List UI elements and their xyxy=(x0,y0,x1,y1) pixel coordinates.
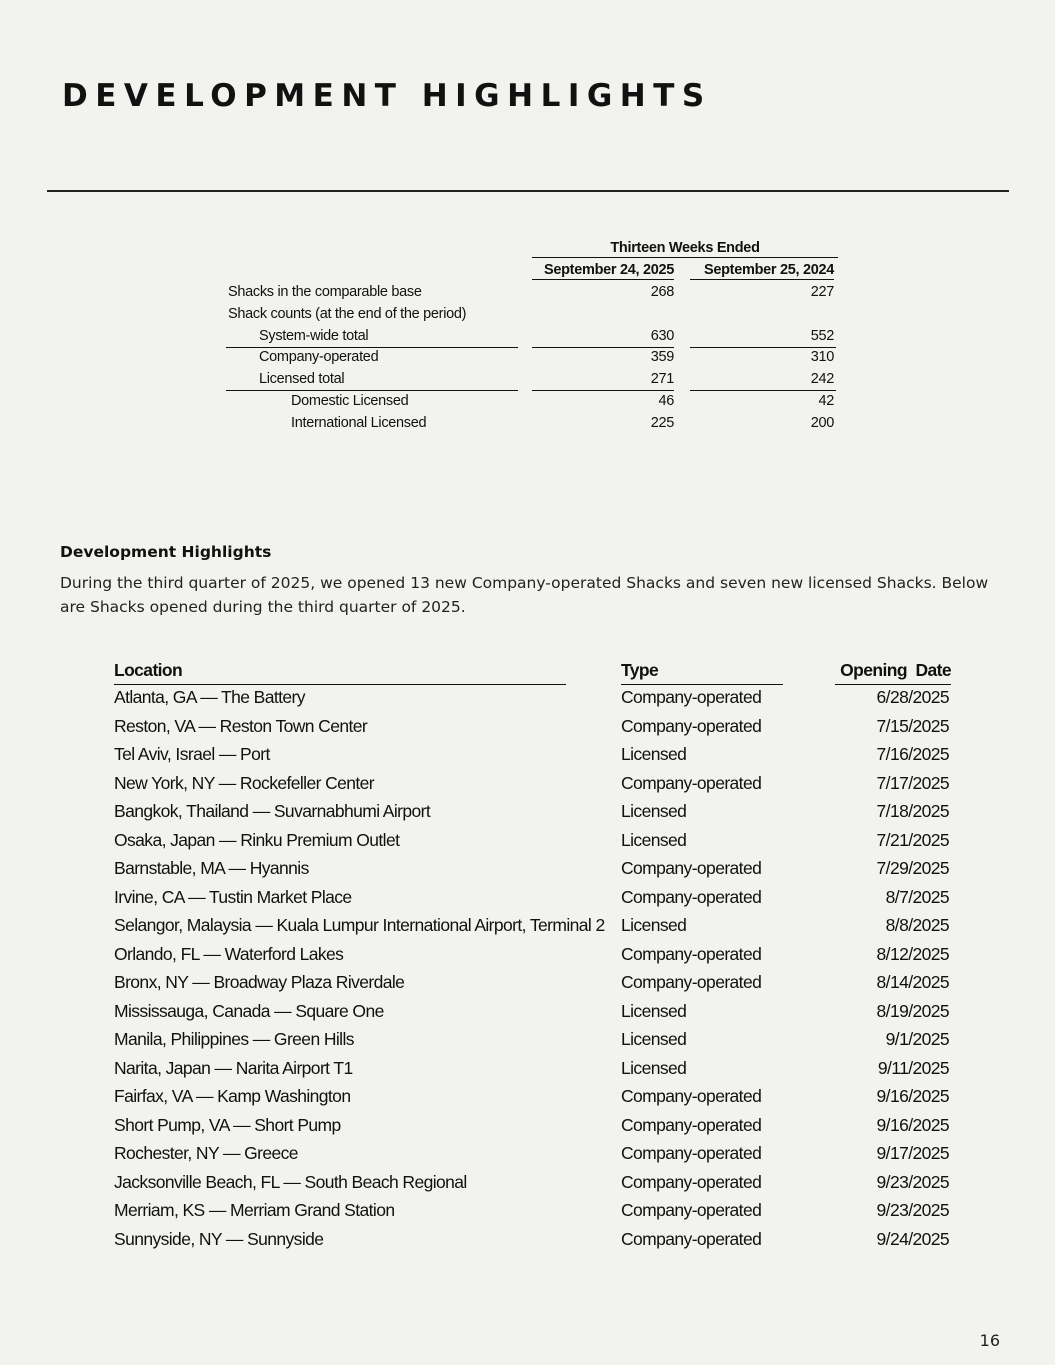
date-cell: 9/17/2025 xyxy=(876,1143,949,1163)
date-cell: 7/16/2025 xyxy=(876,744,949,764)
table-row xyxy=(113,687,953,715)
location-cell: Rochester, NY — Greece xyxy=(114,1143,298,1163)
location-cell: Barnstable, MA — Hyannis xyxy=(114,858,309,878)
column-header-2025: September 24, 2025 xyxy=(532,262,674,280)
location-cell: Selangor, Malaysia — Kuala Lumpur International Airport, Terminal 2 xyxy=(114,915,605,935)
section-heading: Development Highlights xyxy=(60,543,272,561)
stats-row: Company-operated 359 310 xyxy=(259,349,834,365)
type-cell: Company-operated xyxy=(621,1200,762,1220)
table-row xyxy=(113,773,953,801)
table-row xyxy=(113,1086,953,1114)
location-cell: Fairfax, VA — Kamp Washington xyxy=(114,1086,351,1106)
row-rule xyxy=(226,347,518,348)
intro-paragraph: During the third quarter of 2025, we opened 13 new Company-operated Shacks and seven new licensed Shacks. Below are Shacks opened during the third quarter of 2025. xyxy=(60,574,989,616)
type-cell: Company-operated xyxy=(621,772,762,793)
header-opening-date: Opening Date xyxy=(835,660,951,685)
date-cell: 7/15/2025 xyxy=(876,715,949,736)
location-cell: Reston, VA — Reston Town Center xyxy=(114,715,368,736)
stats-row: Shack counts (at the end of the period) xyxy=(228,306,467,322)
type-cell: Company-operated xyxy=(621,858,762,878)
type-cell: Company-operated xyxy=(621,972,762,992)
table-row xyxy=(113,716,953,744)
row-rule xyxy=(690,347,836,348)
location-cell: Jacksonville Beach, FL — South Beach Regional xyxy=(114,1171,467,1192)
location-cell: New York, NY — Rockefeller Center xyxy=(114,772,374,793)
date-cell: 8/19/2025 xyxy=(876,1000,949,1021)
location-cell: Atlanta, GA — The Battery xyxy=(114,687,305,707)
stats-row: Licensed total 271 242 xyxy=(259,371,834,387)
type-cell: Licensed xyxy=(621,1000,687,1021)
date-cell: 7/29/2025 xyxy=(876,858,949,878)
page-number: 16 xyxy=(979,1331,1000,1350)
date-cell: 7/17/2025 xyxy=(876,772,949,793)
stats-row: Shacks in the comparable base 268 227 xyxy=(228,284,834,300)
date-cell: 9/16/2025 xyxy=(876,1086,949,1106)
location-cell: Mississauga, Canada — Square One xyxy=(114,1000,384,1021)
type-cell: Licensed xyxy=(621,801,687,821)
table-row xyxy=(113,801,953,829)
type-cell: Licensed xyxy=(621,829,687,850)
type-cell: Company-operated xyxy=(621,1143,762,1163)
location-cell: Osaka, Japan — Rinku Premium Outlet xyxy=(114,829,400,850)
type-cell: Licensed xyxy=(621,744,687,764)
date-cell: 9/1/2025 xyxy=(885,1029,949,1049)
date-cell: 7/21/2025 xyxy=(876,829,949,850)
table-row xyxy=(113,1229,953,1257)
location-cell: Orlando, FL — Waterford Lakes xyxy=(114,943,344,964)
period-group-header: Thirteen Weeks Ended xyxy=(532,240,836,258)
row-rule xyxy=(532,347,674,348)
table-row xyxy=(113,887,953,915)
location-cell: Merriam, KS — Merriam Grand Station xyxy=(114,1200,395,1220)
row-rule xyxy=(532,390,674,391)
title-divider xyxy=(47,190,1009,192)
date-cell: 8/12/2025 xyxy=(876,943,949,964)
location-cell: Narita, Japan — Narita Airport T1 xyxy=(114,1057,353,1078)
location-cell: Irvine, CA — Tustin Market Place xyxy=(114,886,352,907)
date-cell: 9/24/2025 xyxy=(876,1228,949,1249)
type-cell: Licensed xyxy=(621,1057,687,1078)
date-cell: 9/11/2025 xyxy=(877,1057,949,1078)
location-cell: Short Pump, VA — Short Pump xyxy=(114,1114,341,1135)
type-cell: Company-operated xyxy=(621,715,762,736)
type-cell: Company-operated xyxy=(621,687,762,707)
date-cell: 8/7/2025 xyxy=(885,886,949,907)
date-cell: 9/23/2025 xyxy=(876,1200,949,1220)
location-cell: Tel Aviv, Israel — Port xyxy=(114,744,270,764)
date-cell: 8/14/2025 xyxy=(876,972,949,992)
column-header-2024: September 25, 2024 xyxy=(690,262,834,280)
row-rule xyxy=(226,390,518,391)
stats-row: International Licensed 225 200 xyxy=(291,415,834,431)
date-cell: 9/23/2025 xyxy=(876,1171,949,1192)
table-row xyxy=(113,858,953,886)
table-row xyxy=(113,1172,953,1200)
table-row xyxy=(113,830,953,858)
table-row xyxy=(113,915,953,943)
table-row xyxy=(113,1001,953,1029)
table-row xyxy=(113,972,953,1000)
page-title: DEVELOPMENT HIGHLIGHTS xyxy=(62,78,712,114)
table-row xyxy=(113,1058,953,1086)
table-row xyxy=(113,1029,953,1057)
date-cell: 7/18/2025 xyxy=(876,801,949,821)
table-row xyxy=(113,744,953,772)
type-cell: Company-operated xyxy=(621,1171,762,1192)
table-row xyxy=(113,944,953,972)
type-cell: Company-operated xyxy=(621,886,762,907)
table-row xyxy=(113,1200,953,1228)
date-cell: 9/16/2025 xyxy=(876,1114,949,1135)
date-cell: 6/28/2025 xyxy=(876,687,949,707)
type-cell: Company-operated xyxy=(621,943,762,964)
table-row xyxy=(113,1143,953,1171)
location-cell: Sunnyside, NY — Sunnyside xyxy=(114,1228,324,1249)
type-cell: Licensed xyxy=(621,915,687,935)
location-cell: Manila, Philippines — Green Hills xyxy=(114,1029,354,1049)
date-cell: 8/8/2025 xyxy=(885,915,949,935)
type-cell: Licensed xyxy=(621,1029,687,1049)
table-row xyxy=(113,1115,953,1143)
type-cell: Company-operated xyxy=(621,1086,762,1106)
location-cell: Bronx, NY — Broadway Plaza Riverdale xyxy=(114,972,405,992)
type-cell: Company-operated xyxy=(621,1228,762,1249)
header-type: Type xyxy=(621,660,783,685)
row-rule xyxy=(690,390,836,391)
header-location: Location xyxy=(114,660,566,685)
type-cell: Company-operated xyxy=(621,1114,762,1135)
location-cell: Bangkok, Thailand — Suvarnabhumi Airport xyxy=(114,801,431,821)
stats-row: System-wide total 630 552 xyxy=(259,328,834,344)
stats-row: Domestic Licensed 46 42 xyxy=(291,393,834,409)
